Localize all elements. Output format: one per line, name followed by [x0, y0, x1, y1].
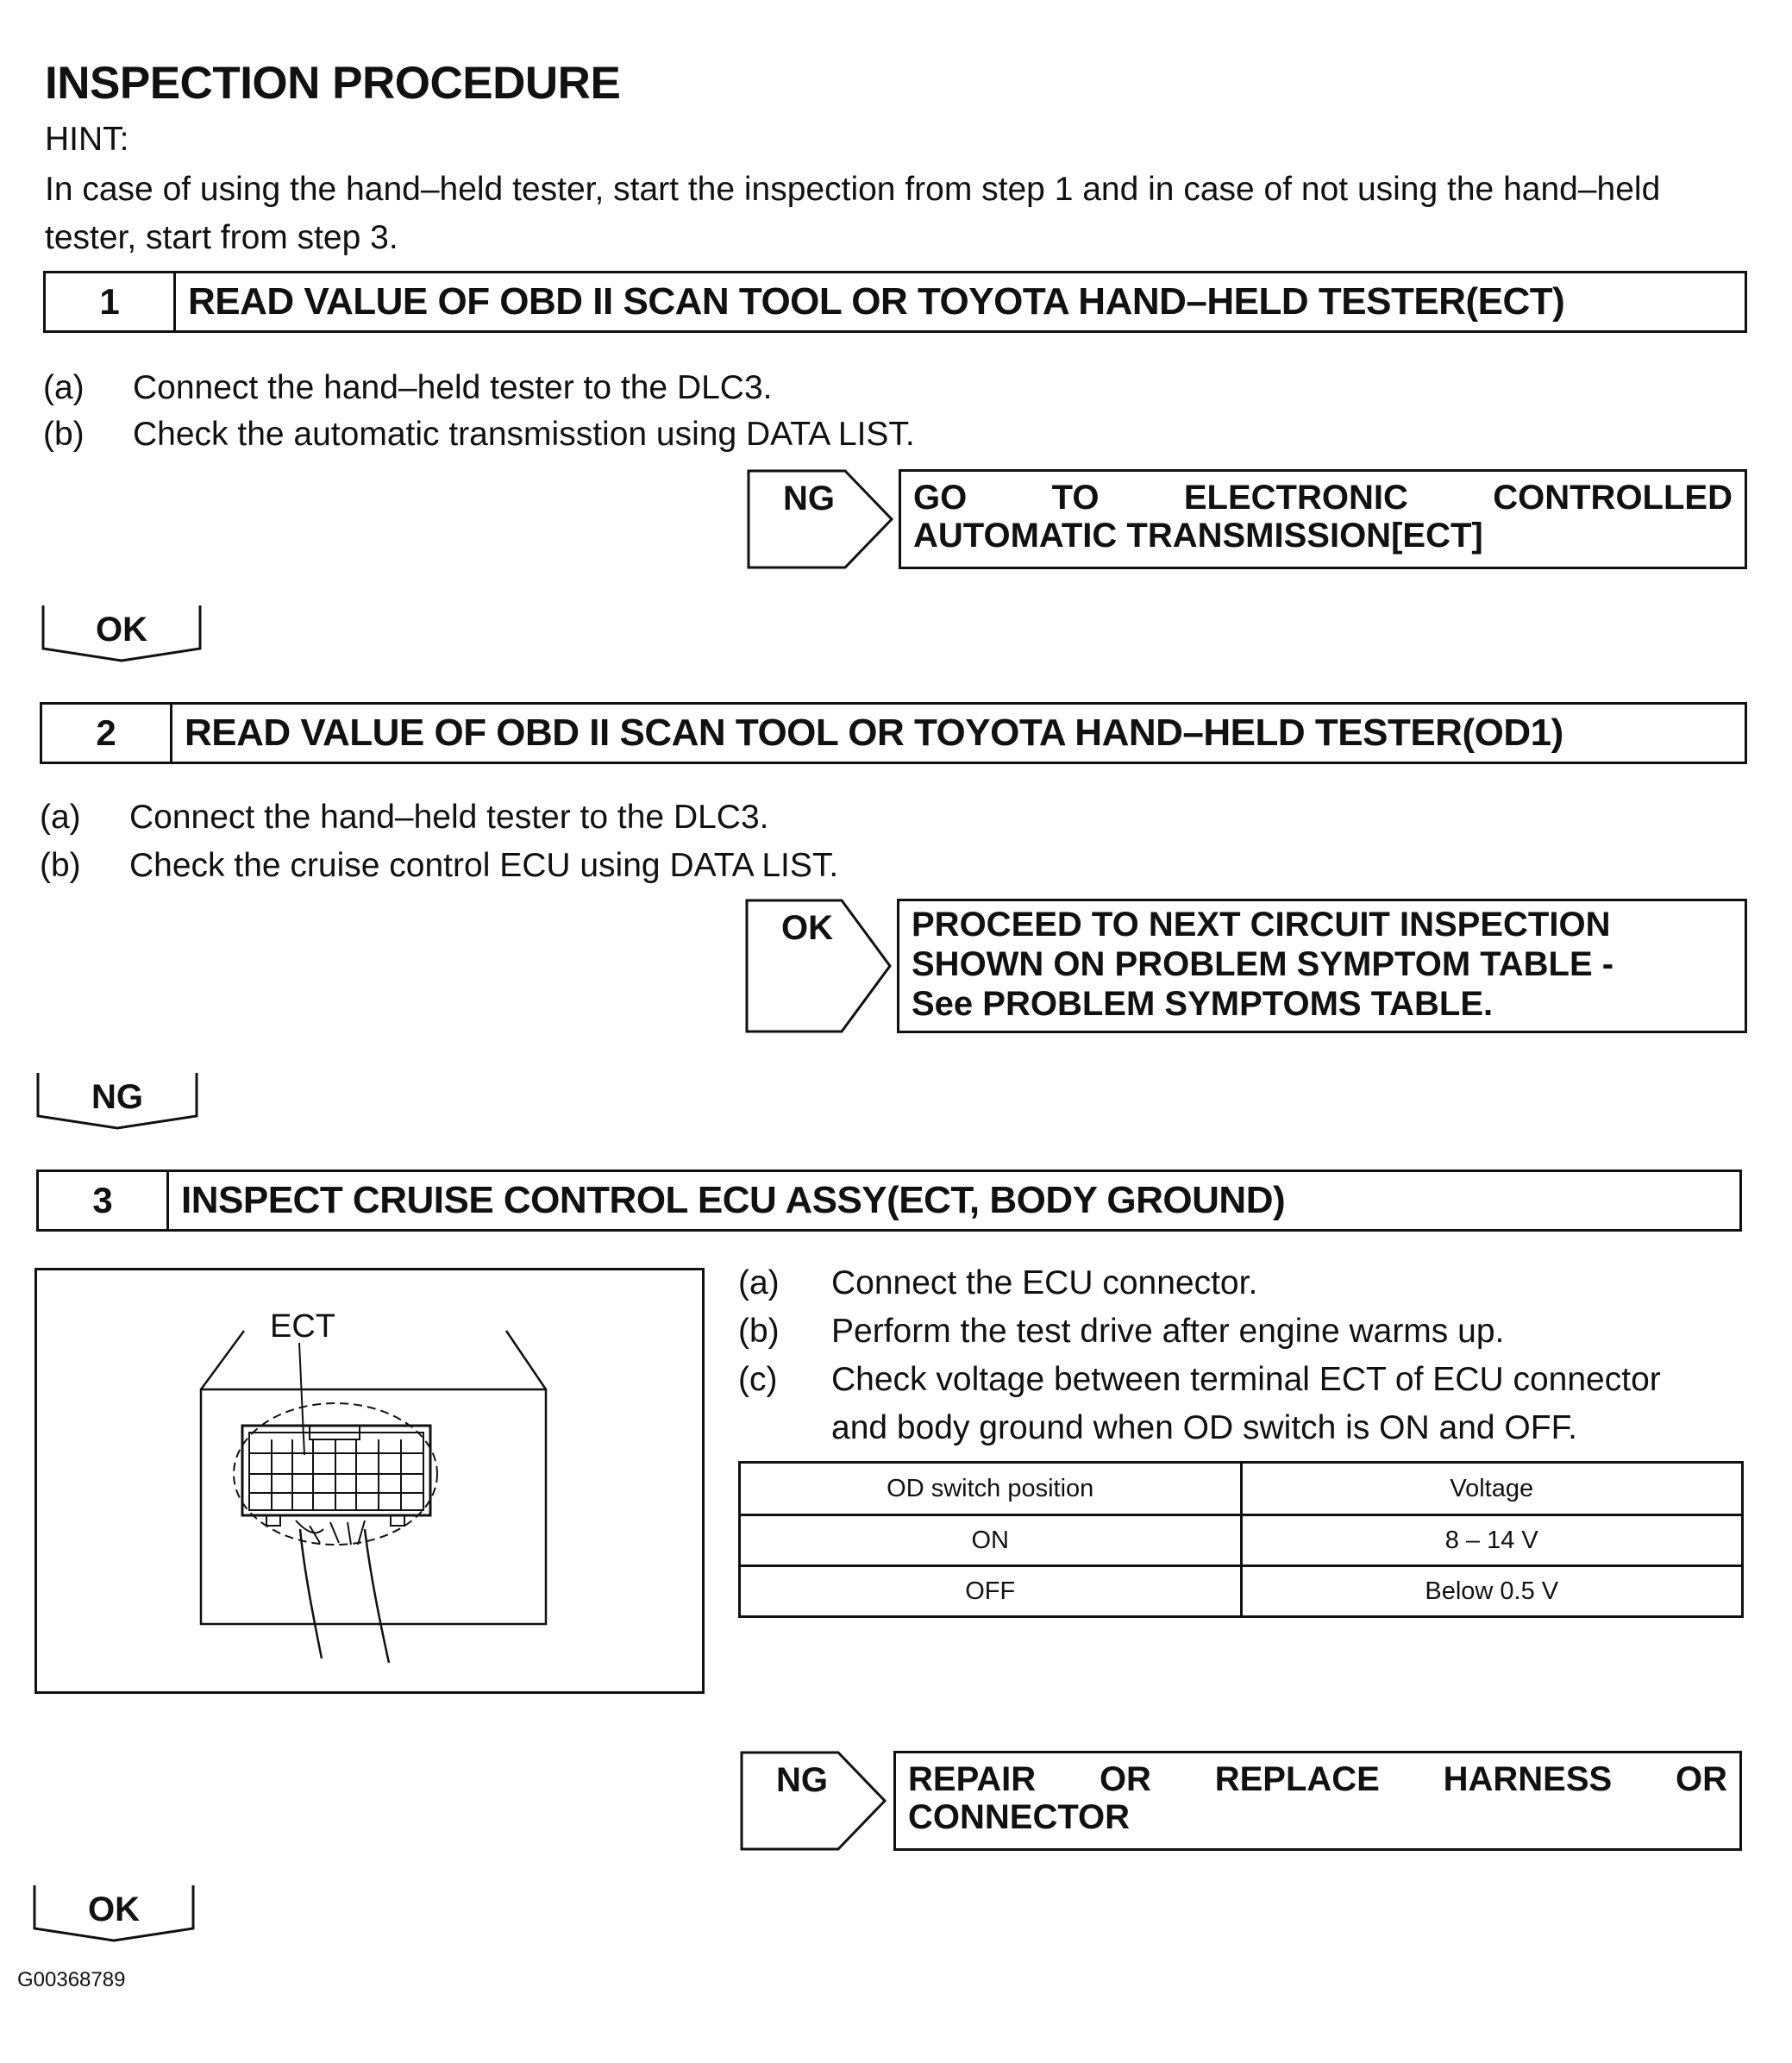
- table-header-cell: Voltage: [1241, 1463, 1743, 1515]
- step-3-result-box: [893, 1751, 1742, 1851]
- ecu-connector-figure: [34, 1268, 705, 1694]
- step-3-item-b-text: Perform the test drive after engine warms up.: [831, 1313, 1505, 1350]
- step-1-item-b: [43, 416, 915, 454]
- table-cell: ON: [740, 1515, 1242, 1566]
- step-2-continue-label: NG: [91, 1078, 143, 1116]
- ect-terminal-label: ECT: [270, 1308, 335, 1345]
- step-1-result-line1: GO TO ELECTRONIC CONTROLLED: [913, 479, 1732, 517]
- step-3-continue-label: OK: [88, 1891, 140, 1928]
- step-1-result-label: NG: [783, 480, 835, 517]
- step-3-result-line2: CONNECTOR: [908, 1798, 1131, 1836]
- step-2-title: READ VALUE OF OBD II SCAN TOOL OR TOYOTA HAND–HELD TESTER(OD1): [185, 712, 1563, 754]
- hint-text: In case of using the hand–held tester, start the inspection from step 1 and in case of not using the hand–held tester, start from step 3.: [45, 171, 1661, 256]
- step-2-result-line1: PROCEED TO NEXT CIRCUIT INSPECTION: [912, 906, 1611, 944]
- figure-code: G00368789: [17, 1968, 126, 1991]
- voltage-table: [738, 1461, 1744, 1618]
- step-2-item-a: [40, 799, 769, 837]
- step-1-item-a-label: (a): [43, 369, 85, 406]
- hint-label: HINT:: [45, 121, 129, 158]
- step-2-result-label: OK: [781, 909, 833, 947]
- step-3-item-c-text: Check voltage between terminal ECT of ECU connector: [831, 1361, 1661, 1398]
- step-1-result-line2: AUTOMATIC TRANSMISSION[ECT]: [913, 517, 1483, 555]
- step-3-item-c-label: (c): [738, 1361, 778, 1398]
- step-3-item-a-label: (a): [738, 1264, 780, 1301]
- table-cell: OFF: [740, 1566, 1242, 1617]
- step-1-item-a: [43, 369, 773, 407]
- step-1-item-b-label: (b): [43, 416, 85, 453]
- step-3-result-label: NG: [776, 1761, 828, 1799]
- step-1-header: [43, 271, 1747, 333]
- table-row: [740, 1515, 1743, 1566]
- step-3-result-line1: REPAIR OR REPLACE HARNESS OR: [908, 1760, 1727, 1798]
- step-1-number: 1: [46, 273, 176, 330]
- table-cell: 8 – 14 V: [1241, 1515, 1743, 1566]
- step-2-item-b-label: (b): [40, 847, 81, 884]
- step-2-header: [40, 702, 1747, 764]
- step-1-item-b-text: Check the automatic transmisstion using DATA LIST.: [133, 416, 915, 453]
- step-3-item-a-text: Connect the ECU connector.: [831, 1264, 1258, 1301]
- step-2-item-b: [40, 847, 839, 885]
- page-title: INSPECTION PROCEDURE: [45, 58, 621, 109]
- step-3-item-c-cont: and body ground when OD switch is ON and OFF.: [831, 1409, 1577, 1446]
- step-2-number: 2: [42, 705, 172, 762]
- step-1-item-a-text: Connect the hand–held tester to the DLC3.: [133, 369, 773, 406]
- voltage-table-header: [740, 1463, 1743, 1515]
- step-2-item-a-label: (a): [40, 799, 81, 836]
- step-1-result-box: [899, 469, 1747, 569]
- step-2-item-a-text: Connect the hand–held tester to the DLC3.: [129, 799, 769, 836]
- step-2-result-box: [897, 899, 1747, 1033]
- step-3-item-c: [738, 1361, 1661, 1399]
- step-3-item-b: [738, 1313, 1505, 1351]
- step-1-continue-label: OK: [96, 611, 147, 649]
- step-2-item-b-text: Check the cruise control ECU using DATA LIST.: [129, 847, 839, 884]
- step-3-number: 3: [39, 1172, 169, 1229]
- step-3-title: INSPECT CRUISE CONTROL ECU ASSY(ECT, BODY GROUND): [181, 1179, 1286, 1221]
- table-header-cell: OD switch position: [740, 1463, 1242, 1515]
- table-cell: Below 0.5 V: [1241, 1566, 1743, 1617]
- table-row: [740, 1566, 1743, 1617]
- step-2-result-line3: See PROBLEM SYMPTOMS TABLE.: [912, 985, 1494, 1023]
- step-3-item-b-label: (b): [738, 1313, 780, 1350]
- step-3-header: [36, 1169, 1742, 1232]
- ecu-connector-drawing: [37, 1270, 702, 1691]
- step-1-title: READ VALUE OF OBD II SCAN TOOL OR TOYOTA HAND–HELD TESTER(ECT): [188, 280, 1565, 323]
- step-3-item-a: [738, 1264, 1258, 1302]
- step-2-result-line2: SHOWN ON PROBLEM SYMPTOM TABLE -: [912, 945, 1614, 983]
